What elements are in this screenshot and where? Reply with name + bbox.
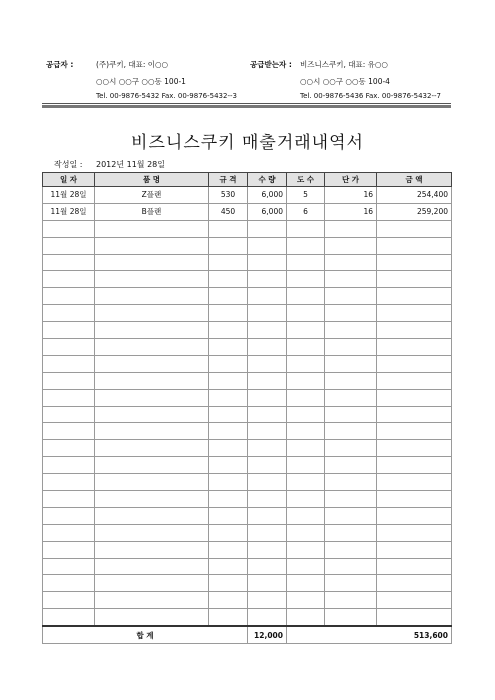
empty-cell xyxy=(377,237,452,254)
empty-cell xyxy=(209,322,248,339)
total-row xyxy=(43,626,452,644)
empty-cell xyxy=(43,592,95,609)
empty-cell xyxy=(248,609,287,626)
empty-cell xyxy=(209,558,248,575)
empty-cell xyxy=(95,305,209,322)
empty-cell xyxy=(248,440,287,457)
empty-cell xyxy=(95,254,209,271)
empty-table-row xyxy=(43,389,452,406)
empty-cell xyxy=(248,389,287,406)
empty-cell xyxy=(325,558,377,575)
empty-table-row xyxy=(43,558,452,575)
empty-cell xyxy=(287,575,325,592)
cell-date: 11월 28일 xyxy=(43,203,95,220)
empty-cell xyxy=(209,220,248,237)
empty-cell xyxy=(95,440,209,457)
empty-table-row xyxy=(43,507,452,524)
empty-cell xyxy=(43,575,95,592)
empty-cell xyxy=(325,355,377,372)
empty-cell xyxy=(209,507,248,524)
empty-cell xyxy=(248,220,287,237)
empty-cell xyxy=(287,389,325,406)
header-amount: 금 액 xyxy=(377,173,452,187)
empty-cell xyxy=(248,457,287,474)
header-item: 품 명 xyxy=(95,173,209,187)
empty-table-row xyxy=(43,322,452,339)
empty-cell xyxy=(377,575,452,592)
empty-cell xyxy=(209,237,248,254)
sales-table xyxy=(42,172,452,644)
empty-cell xyxy=(43,254,95,271)
empty-cell xyxy=(287,406,325,423)
empty-cell xyxy=(248,339,287,356)
empty-table-row xyxy=(43,254,452,271)
empty-cell xyxy=(325,541,377,558)
total-quantity: 12,000 xyxy=(248,626,287,644)
empty-cell xyxy=(209,524,248,541)
empty-cell xyxy=(377,339,452,356)
receiver-contact: Tel. 00-9876-5436 Fax. 00-9876-5432--7 xyxy=(300,92,441,100)
empty-cell xyxy=(209,609,248,626)
empty-cell xyxy=(43,220,95,237)
empty-cell xyxy=(95,372,209,389)
empty-cell xyxy=(287,474,325,491)
empty-table-row xyxy=(43,271,452,288)
empty-cell xyxy=(248,355,287,372)
empty-cell xyxy=(325,339,377,356)
empty-cell xyxy=(248,558,287,575)
empty-table-row xyxy=(43,575,452,592)
supplier-label: 공급자 : xyxy=(46,60,74,69)
cell-quantity: 6,000 xyxy=(248,187,287,204)
empty-cell xyxy=(325,372,377,389)
empty-cell xyxy=(95,355,209,372)
empty-cell xyxy=(43,423,95,440)
header-spec: 규 격 xyxy=(209,173,248,187)
empty-cell xyxy=(209,491,248,508)
empty-cell xyxy=(377,305,452,322)
empty-cell xyxy=(43,271,95,288)
empty-cell xyxy=(377,558,452,575)
empty-table-row xyxy=(43,237,452,254)
empty-cell xyxy=(43,237,95,254)
empty-cell xyxy=(325,575,377,592)
empty-cell xyxy=(377,372,452,389)
empty-cell xyxy=(325,423,377,440)
empty-cell xyxy=(95,406,209,423)
empty-table-row xyxy=(43,423,452,440)
cell-degree: 6 xyxy=(287,203,325,220)
empty-cell xyxy=(287,355,325,372)
empty-table-row xyxy=(43,524,452,541)
empty-cell xyxy=(325,389,377,406)
empty-cell xyxy=(325,220,377,237)
empty-cell xyxy=(287,339,325,356)
empty-cell xyxy=(43,474,95,491)
empty-cell xyxy=(377,355,452,372)
table-row xyxy=(43,203,452,220)
empty-cell xyxy=(287,541,325,558)
empty-table-row xyxy=(43,220,452,237)
empty-cell xyxy=(325,271,377,288)
receiver-address: ○○시 ○○구 ○○동 100-4 xyxy=(300,77,390,86)
empty-cell xyxy=(95,339,209,356)
empty-cell xyxy=(325,406,377,423)
empty-table-row xyxy=(43,288,452,305)
cell-quantity: 6,000 xyxy=(248,203,287,220)
table-row xyxy=(43,187,452,204)
header-divider-thick xyxy=(42,105,451,108)
empty-table-row xyxy=(43,541,452,558)
empty-cell xyxy=(43,288,95,305)
empty-cell xyxy=(377,220,452,237)
empty-cell xyxy=(209,339,248,356)
empty-cell xyxy=(209,372,248,389)
empty-cell xyxy=(287,372,325,389)
empty-cell xyxy=(43,558,95,575)
empty-table-row xyxy=(43,609,452,626)
supplier-name: (주)쿠키, 대표: 이○○ xyxy=(96,60,169,69)
empty-cell xyxy=(43,305,95,322)
supplier-address: ○○시 ○○구 ○○동 100-1 xyxy=(96,77,186,86)
empty-cell xyxy=(287,592,325,609)
empty-table-row xyxy=(43,592,452,609)
empty-cell xyxy=(43,355,95,372)
supplier-contact: Tel. 00-9876-5432 Fax. 00-9876-5432--3 xyxy=(96,92,237,100)
empty-cell xyxy=(43,457,95,474)
empty-table-row xyxy=(43,440,452,457)
empty-cell xyxy=(209,440,248,457)
empty-cell xyxy=(377,524,452,541)
empty-cell xyxy=(325,474,377,491)
cell-spec: 450 xyxy=(209,203,248,220)
empty-table-row xyxy=(43,339,452,356)
empty-cell xyxy=(377,457,452,474)
empty-cell xyxy=(248,406,287,423)
empty-cell xyxy=(377,389,452,406)
empty-cell xyxy=(43,524,95,541)
empty-cell xyxy=(287,237,325,254)
empty-cell xyxy=(209,541,248,558)
empty-cell xyxy=(209,271,248,288)
empty-cell xyxy=(287,440,325,457)
empty-cell xyxy=(95,389,209,406)
empty-cell xyxy=(209,474,248,491)
cell-unit-price: 16 xyxy=(325,187,377,204)
cell-date: 11월 28일 xyxy=(43,187,95,204)
empty-cell xyxy=(325,254,377,271)
empty-cell xyxy=(377,406,452,423)
empty-table-row xyxy=(43,372,452,389)
empty-cell xyxy=(287,254,325,271)
header-date: 일 자 xyxy=(43,173,95,187)
total-amount: 513,600 xyxy=(287,626,452,644)
cell-spec: 530 xyxy=(209,187,248,204)
empty-cell xyxy=(95,237,209,254)
empty-cell xyxy=(95,558,209,575)
empty-cell xyxy=(248,271,287,288)
empty-cell xyxy=(287,423,325,440)
empty-cell xyxy=(95,507,209,524)
empty-cell xyxy=(248,507,287,524)
empty-cell xyxy=(248,288,287,305)
cell-item: Z플랜 xyxy=(95,187,209,204)
empty-cell xyxy=(43,322,95,339)
empty-cell xyxy=(95,609,209,626)
header-quantity: 수 량 xyxy=(248,173,287,187)
empty-table-row xyxy=(43,305,452,322)
cell-degree: 5 xyxy=(287,187,325,204)
empty-cell xyxy=(325,457,377,474)
empty-cell xyxy=(95,524,209,541)
empty-cell xyxy=(95,491,209,508)
cell-amount: 254,400 xyxy=(377,187,452,204)
empty-cell xyxy=(95,271,209,288)
empty-cell xyxy=(209,406,248,423)
empty-cell xyxy=(377,474,452,491)
empty-cell xyxy=(287,507,325,524)
empty-cell xyxy=(209,305,248,322)
table-header-row xyxy=(43,173,452,187)
empty-cell xyxy=(248,474,287,491)
empty-cell xyxy=(43,406,95,423)
header-degree: 도 수 xyxy=(287,173,325,187)
empty-cell xyxy=(95,541,209,558)
empty-cell xyxy=(248,305,287,322)
empty-cell xyxy=(325,524,377,541)
cell-unit-price: 16 xyxy=(325,203,377,220)
empty-cell xyxy=(325,491,377,508)
cell-item: B플랜 xyxy=(95,203,209,220)
empty-cell xyxy=(287,558,325,575)
empty-cell xyxy=(377,423,452,440)
empty-table-row xyxy=(43,474,452,491)
empty-cell xyxy=(287,220,325,237)
empty-cell xyxy=(209,457,248,474)
empty-cell xyxy=(377,322,452,339)
created-date-label: 작성일 : xyxy=(54,160,83,169)
empty-cell xyxy=(325,322,377,339)
empty-cell xyxy=(248,524,287,541)
empty-cell xyxy=(377,507,452,524)
empty-cell xyxy=(377,592,452,609)
empty-cell xyxy=(377,609,452,626)
receiver-label: 공급받는자 : xyxy=(250,60,292,69)
empty-cell xyxy=(325,305,377,322)
total-label: 합 계 xyxy=(43,626,248,644)
empty-cell xyxy=(43,440,95,457)
empty-cell xyxy=(43,389,95,406)
empty-cell xyxy=(95,220,209,237)
empty-cell xyxy=(248,541,287,558)
empty-cell xyxy=(95,423,209,440)
empty-cell xyxy=(248,372,287,389)
empty-cell xyxy=(209,423,248,440)
empty-cell xyxy=(95,457,209,474)
empty-cell xyxy=(43,507,95,524)
empty-table-row xyxy=(43,491,452,508)
empty-cell xyxy=(248,491,287,508)
empty-cell xyxy=(377,288,452,305)
empty-cell xyxy=(43,609,95,626)
empty-cell xyxy=(377,541,452,558)
empty-cell xyxy=(209,592,248,609)
empty-cell xyxy=(209,288,248,305)
empty-cell xyxy=(95,592,209,609)
header-divider-thin xyxy=(42,103,451,104)
empty-cell xyxy=(95,322,209,339)
empty-cell xyxy=(95,288,209,305)
empty-cell xyxy=(43,491,95,508)
cell-amount: 259,200 xyxy=(377,203,452,220)
empty-cell xyxy=(248,423,287,440)
empty-cell xyxy=(43,339,95,356)
receiver-name: 비즈니스쿠키, 대표: 유○○ xyxy=(300,60,388,69)
empty-cell xyxy=(377,440,452,457)
document-title: 비즈니스쿠키 매출거래내역서 xyxy=(131,133,364,153)
empty-cell xyxy=(95,474,209,491)
empty-cell xyxy=(287,305,325,322)
empty-cell xyxy=(287,524,325,541)
empty-cell xyxy=(325,237,377,254)
header-unit-price: 단 가 xyxy=(325,173,377,187)
empty-table-row xyxy=(43,355,452,372)
empty-cell xyxy=(287,288,325,305)
empty-cell xyxy=(209,355,248,372)
empty-table-row xyxy=(43,457,452,474)
empty-table-row xyxy=(43,406,452,423)
empty-cell xyxy=(287,457,325,474)
empty-cell xyxy=(209,575,248,592)
empty-cell xyxy=(325,288,377,305)
empty-cell xyxy=(287,271,325,288)
empty-cell xyxy=(325,609,377,626)
empty-cell xyxy=(248,575,287,592)
empty-cell xyxy=(248,237,287,254)
empty-cell xyxy=(248,322,287,339)
empty-cell xyxy=(377,254,452,271)
empty-cell xyxy=(209,389,248,406)
empty-cell xyxy=(43,541,95,558)
empty-cell xyxy=(287,322,325,339)
empty-cell xyxy=(325,592,377,609)
empty-cell xyxy=(377,271,452,288)
empty-cell xyxy=(287,491,325,508)
empty-cell xyxy=(43,372,95,389)
empty-cell xyxy=(325,440,377,457)
empty-cell xyxy=(248,254,287,271)
empty-cell xyxy=(325,507,377,524)
empty-cell xyxy=(95,575,209,592)
empty-cell xyxy=(209,254,248,271)
empty-cell xyxy=(377,491,452,508)
empty-cell xyxy=(287,609,325,626)
created-date-value: 2012년 11월 28일 xyxy=(96,160,165,169)
empty-cell xyxy=(248,592,287,609)
